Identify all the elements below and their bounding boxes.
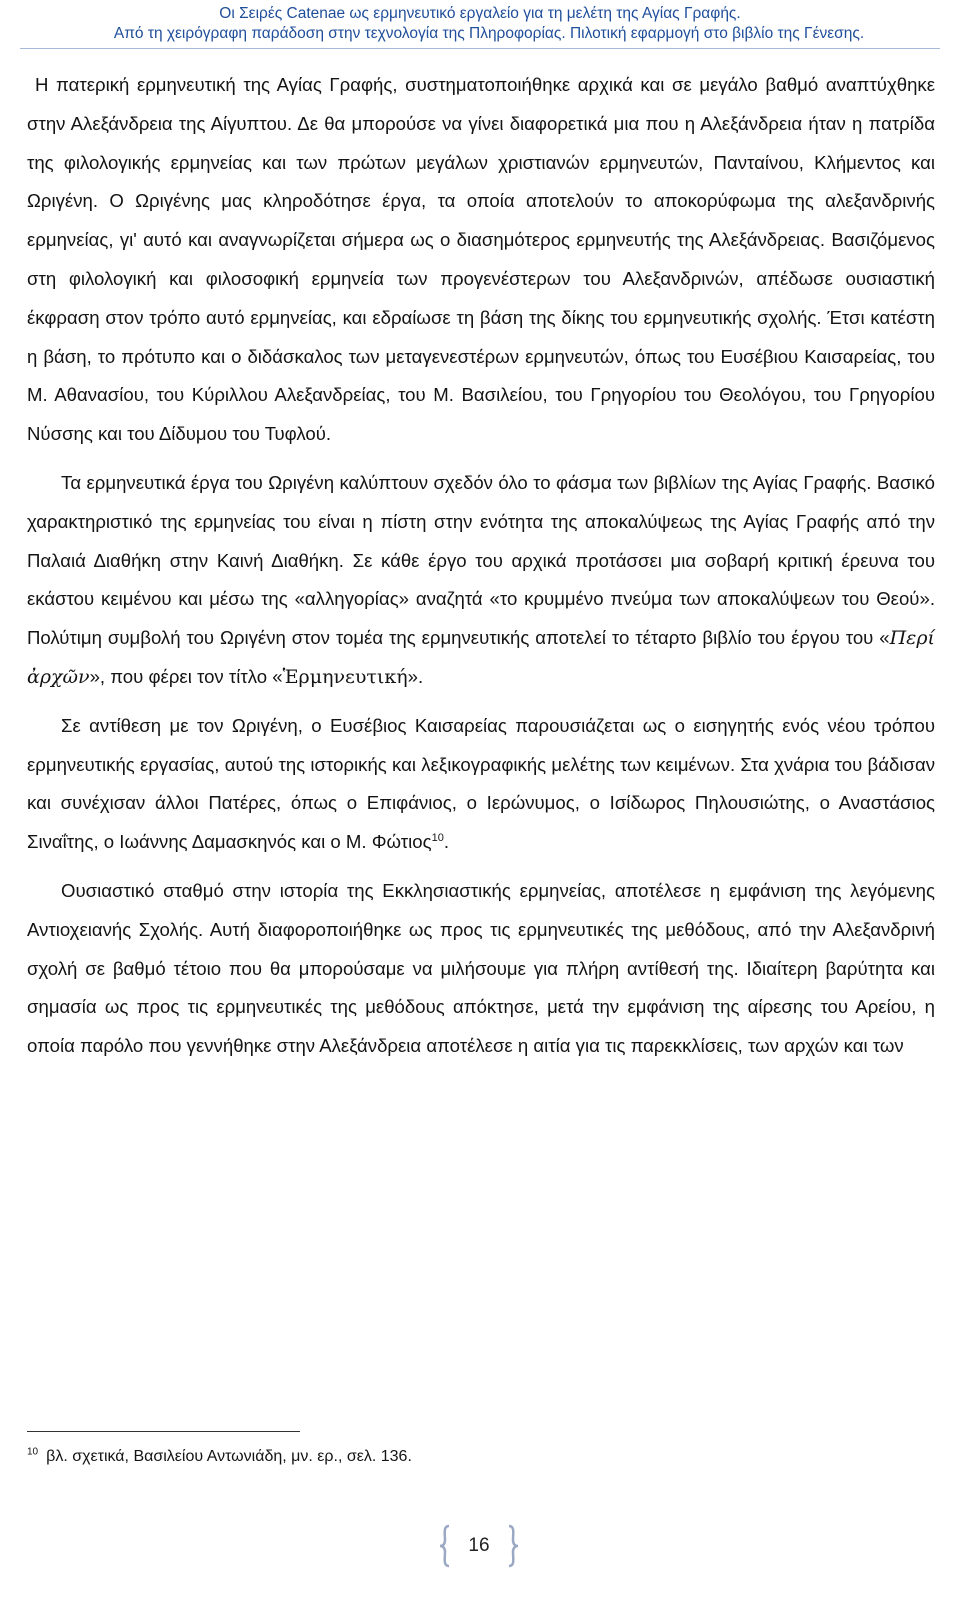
paragraph-1: Η πατερική ερμηνευτική της Αγίας Γραφής, συστηματοποιήθηκε αρχικά και σε μεγάλο βαθμό αναπτύχθηκε στην Αλεξάνδρεια της Αίγυπτου. Δε θα μπορούσε να γίνει διαφορετικά μια που η Αλεξάνδρεια ήταν η πατρίδα της φιλολογικής ερμηνείας και των πρώτων μεγάλων χριστιανών ερμηνευτών, Πανταίνου, Κλήμεντος και Ωριγένη. Ο Ωριγένης μας κληροδότησε έργα, τα οποία αποτελούν το αποκορύφωμα της αλεξανδρινής ερμηνείας, γι' αυτό και αναγνωρίζεται σήμερα ως ο διασημότερος ερμηνευτής της Αλεξάνδρειας. Βασιζόμενος στη φιλολογική και φιλοσοφική ερμηνεία των προγενέστερων του Αλεξανδρινών, απέδωσε ουσιαστική έκφραση στον τρόπο αυτό ερμηνείας, και εδραίωσε τη βάση της δίκης του ερμηνευτικής σχολής. Έτσι κατέστη η βάση, το πρότυπο και ο διδάσκαλος των μεταγενεστέρων ερμηνευτών, όπως του Ευσέβιου Καισαρείας, του Μ. Αθανασίου, του Κύριλλου Αλεξανδρείας, του Μ. Βασιλείου, του Γρηγορίου του Θεολόγου, του Γρηγορίου Νύσσης και του Δίδυμου του Τυφλού.	[27, 74, 935, 445]
paragraph-3-text: Σε αντίθεση με τον Ωριγένη, ο Ευσέβιος Καισαρείας παρουσιάζεται ως ο εισηγητής ενός νέου τρόπου ερμηνευτικής εργασίας, αυτού της ιστορικής και λεξικογραφικής μελέτης των κειμένων. Στα χνάρια του βάδισαν και συνέχισαν άλλοι Πατέρες, όπως ο Επιφάνιος, ο Ιερώνυμος, ο Ισίδωρος Πηλουσιώτης, ο Αναστάσιος Σιναΐτης, ο Ιωάννης Δαμασκηνός και ο Μ. Φώτιος	[27, 714, 935, 853]
paragraph-3-end: .	[443, 831, 449, 853]
running-header-line-1: Οι Σειρές Catenae ως ερμηνευτικό εργαλείο για τη μελέτη της Αγίας Γραφής.	[219, 5, 741, 22]
paragraph-2-end: ».	[407, 665, 424, 687]
paragraph-2-mid: », που φέρει τον τίτλο «	[89, 665, 283, 687]
footnote-divider	[27, 1431, 300, 1432]
page-number: 16	[468, 1535, 490, 1556]
paragraph-4: Ουσιαστικό σταθμό στην ιστορία της Εκκλησιαστικής ερμηνείας, αποτέλεσε η εμφάνιση της λεγόμενης Αντιοχειανής Σχολής. Αυτή διαφοροποιήθηκε ως προς τις ερμηνευτικές της μεθόδους, από την Αλεξανδρινή σχολή σε βαθμό τέτοιο που θα μπορούσαμε να μιλήσουμε για πλήρη αντίθεσή της. Ιδιαίτερη βαρύτητα και σημασία ως προς τις ερμηνευτικές της μεθόδους απόκτησε, μετά την εμφάνιση της αίρεσης του Αρείου, η οποία παρόλο που γεννήθηκε στην Αλεξάνδρεια αποτέλεσε η αιτία για τις παρεκκλίσεις, των αρχών και των	[27, 879, 935, 1057]
footnote-reference[interactable]: 10	[431, 831, 444, 844]
running-header	[0, 4, 960, 44]
paragraph-2-text: Τα ερμηνευτικά έργα του Ωριγένη καλύπτουν σχεδόν όλο το φάσμα των βιβλίων της Αγίας Γραφής. Βασικό χαρακτηριστικό της ερμηνείας του είναι η πίστη στην ενότητα της αποκαλύψεως της Αγίας Γραφής από την Παλαιά Διαθήκη στην Καινή Διαθήκη. Σε κάθε έργο του αρχικά προτάσσει μια σοβαρή κριτική έρευνα του εκάστου κειμένου και μέσω της «αλληγορίας» αναζητά «το κρυμμένο πνεύμα των αποκαλύψεων του Θεού». Πολύτιμη συμβολή του Ωριγένη στον τομέα της ερμηνευτικής αποτελεί το τέταρτο βιβλίο του έργου του «	[27, 471, 935, 649]
footnote-number: 10	[27, 1446, 39, 1458]
main-text	[27, 66, 935, 1066]
footnote-text: βλ. σχετικά, Βασιλείου Αντωνιάδη, μν. ερ., σελ. 136.	[46, 1448, 412, 1465]
header-divider	[20, 48, 940, 49]
paragraph-3	[27, 707, 935, 862]
paragraph-2	[27, 464, 935, 697]
running-header-line-2: Από τη χειρόγραφη παράδοση στην τεχνολογία της Πληροφορίας. Πιλοτική εφαρμογή στο βιβλίο της Γένεσης.	[113, 25, 865, 42]
work-title-hermeneutike: Ἑρμηνευτική	[282, 665, 408, 688]
footnote	[27, 1446, 927, 1468]
page-number-box	[439, 1524, 519, 1568]
work-title-peri-archon: Περί ἀρχῶν	[27, 627, 935, 688]
